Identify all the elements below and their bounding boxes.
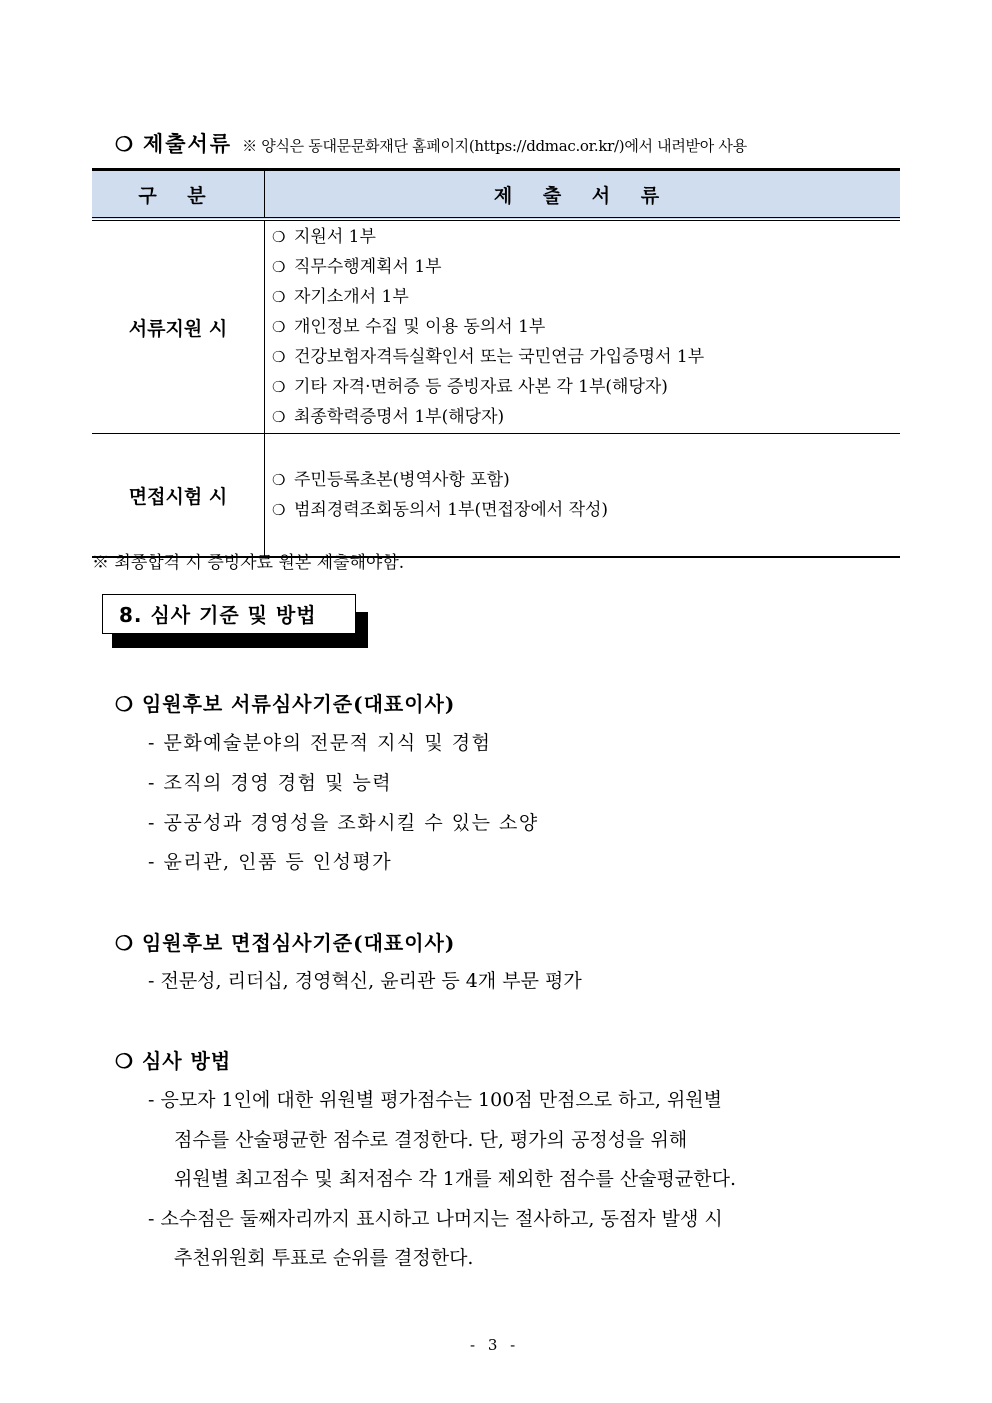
list-item: ❍ 지원서 1부 <box>272 222 899 252</box>
criteria-item: - 문화예술분야의 전문적 지식 및 경험 <box>148 732 492 754</box>
method-paragraph-line: 추천위원회 투표로 순위를 결정한다. <box>174 1247 474 1269</box>
criteria-item: - 공공성과 경영성을 조화시킬 수 있는 소양 <box>148 812 539 834</box>
list-item: ❍ 개인정보 수집 및 이용 동의서 1부 <box>272 312 899 342</box>
circle-bullet-icon: ❍ <box>272 471 286 489</box>
criteria-item: - 조직의 경영 경험 및 능력 <box>148 772 393 794</box>
row-documents <box>265 434 901 558</box>
list-item: ❍ 주민등록초본(병역사항 포함) <box>272 465 899 495</box>
circle-bullet-icon: ❍ <box>115 132 133 156</box>
method-paragraph-line: - 응모자 1인에 대한 위원별 평가점수는 100점 만점으로 하고, 위원별 <box>148 1089 723 1111</box>
list-item: ❍ 건강보험자격득실확인서 또는 국민연금 가입증명서 1부 <box>272 342 899 372</box>
document-list <box>266 222 899 432</box>
circle-bullet-icon: ❍ <box>272 501 286 519</box>
list-item: ❍ 범죄경력조회동의서 1부(면접장에서 작성) <box>272 495 899 525</box>
criteria-heading: ❍ 임원후보 서류심사기준(대표이사) <box>115 692 456 716</box>
section-heading: 8. 심사 기준 및 방법 <box>102 594 356 634</box>
row-category: 면접시험 시 <box>92 434 265 558</box>
submission-heading <box>115 128 747 158</box>
row-category: 서류지원 시 <box>92 219 265 434</box>
row-documents <box>265 219 901 434</box>
list-item: ❍ 최종학력증명서 1부(해당자) <box>272 402 899 432</box>
circle-bullet-icon: ❍ <box>115 931 134 955</box>
document-list <box>266 465 899 525</box>
circle-bullet-icon: ❍ <box>115 1049 134 1073</box>
circle-bullet-icon: ❍ <box>272 228 286 246</box>
submission-table <box>92 168 900 558</box>
circle-bullet-icon: ❍ <box>272 318 286 336</box>
method-paragraph-line: 위원별 최고점수 및 최저점수 각 1개를 제외한 점수를 산술평균한다. <box>174 1168 737 1190</box>
circle-bullet-icon: ❍ <box>272 258 286 276</box>
header-documents: 제 출 서 류 <box>265 170 901 220</box>
table-row <box>92 434 900 558</box>
method-paragraph-line: - 소수점은 둘째자리까지 표시하고 나머지는 절사하고, 동점자 발생 시 <box>148 1208 723 1230</box>
submission-title: 제출서류 <box>142 131 233 156</box>
list-item: ❍ 기타 자격·면허증 등 증빙자료 사본 각 1부(해당자) <box>272 372 899 402</box>
list-item: ❍ 자기소개서 1부 <box>272 282 899 312</box>
footnote: ※ 최종합격 시 증빙자료 원본 제출해야함. <box>92 553 405 573</box>
criteria-item: - 전문성, 리더십, 경영혁신, 윤리관 등 4개 부문 평가 <box>148 970 582 992</box>
submission-note: ※ 양식은 동대문문화재단 홈페이지(https://ddmac.or.kr/)에서 내려받아 사용 <box>242 137 747 155</box>
circle-bullet-icon: ❍ <box>115 692 134 716</box>
circle-bullet-icon: ❍ <box>272 288 286 306</box>
criteria-heading: ❍ 임원후보 면접심사기준(대표이사) <box>115 931 456 955</box>
table-header-row <box>92 170 900 220</box>
list-item: ❍ 직무수행계획서 1부 <box>272 252 899 282</box>
criteria-heading: ❍ 심사 방법 <box>115 1049 232 1073</box>
circle-bullet-icon: ❍ <box>272 408 286 426</box>
header-category: 구 분 <box>92 170 265 220</box>
table-row <box>92 219 900 434</box>
circle-bullet-icon: ❍ <box>272 378 286 396</box>
criteria-item: - 윤리관, 인품 등 인성평가 <box>148 851 393 873</box>
method-paragraph-line: 점수를 산술평균한 점수로 결정한다. 단, 평가의 공정성을 위해 <box>174 1129 688 1151</box>
page-number: - 3 - <box>470 1336 520 1354</box>
circle-bullet-icon: ❍ <box>272 348 286 366</box>
